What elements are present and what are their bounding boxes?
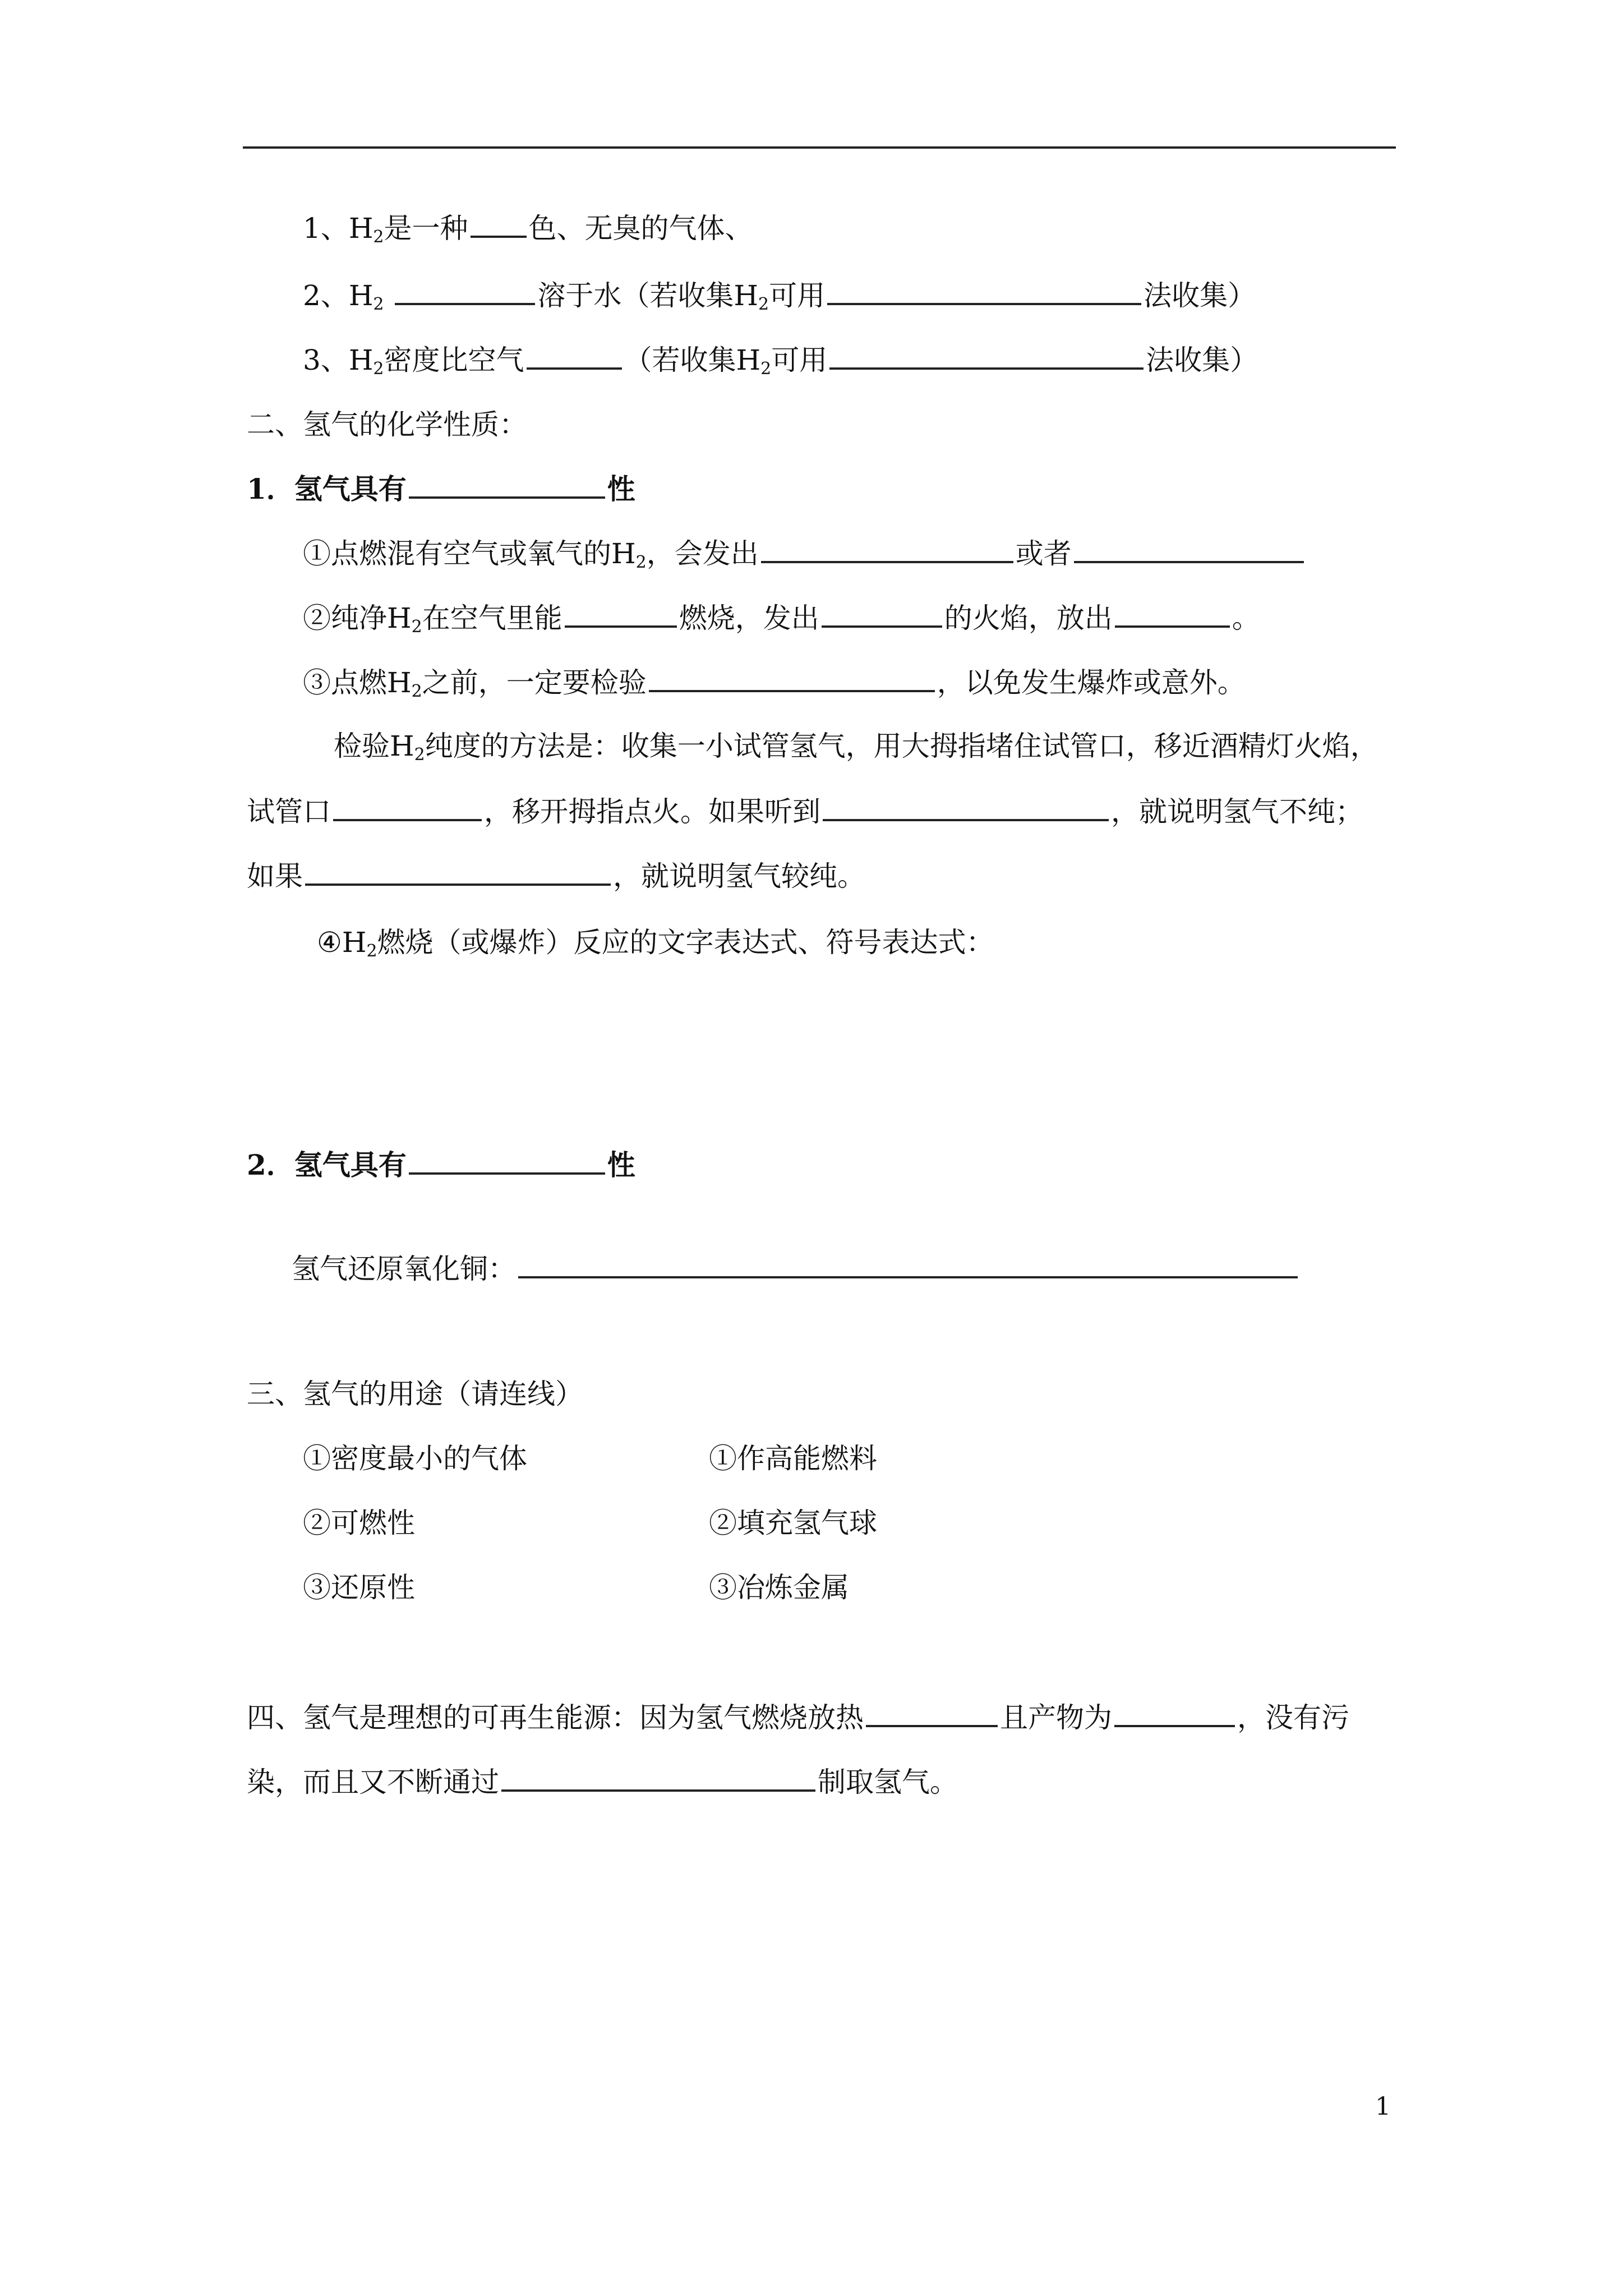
blank[interactable]: [527, 339, 622, 370]
section-2-heading: 二、氢气的化学性质：: [247, 408, 527, 441]
blank[interactable]: [565, 597, 677, 628]
blank[interactable]: [333, 791, 482, 821]
page-number: 1: [1375, 2092, 1391, 2121]
section-4-line-1: 四、氢气是理想的可再生能源：因为氢气燃烧放热 且产物为 ，没有污: [247, 1697, 1349, 1736]
blank[interactable]: [649, 662, 935, 692]
item-1: 1、$H_2$是一种 色、无臭的气体、: [303, 208, 753, 247]
chem-item-4: $④H_2$燃烧（或爆炸）反应的文字表达式、符号表达式：: [317, 926, 994, 961]
item-3: 3、$H_2$密度比空气 （若收集$H_2$可用 法收集）: [303, 339, 1258, 379]
blank[interactable]: [305, 855, 611, 886]
chem-item-2: ②纯净$H_2$在空气里能 燃烧，发出 的火焰，放出 。: [303, 597, 1260, 637]
property-2: 2．氢气具有 性: [247, 1144, 635, 1184]
use-left-3: ③还原性: [303, 1571, 415, 1604]
purity-check-line-3: 如果 ，就说明氢气较纯。: [247, 855, 865, 895]
blank[interactable]: [822, 597, 942, 628]
blank[interactable]: [1115, 597, 1230, 628]
property-1: 1．氢气具有 性: [247, 468, 635, 508]
blank[interactable]: [829, 339, 1144, 370]
use-left-2: ②可燃性: [303, 1507, 415, 1539]
blank[interactable]: [1114, 1697, 1235, 1727]
header-rule: [243, 146, 1396, 149]
purity-check-line-1: 检验$H_2$纯度的方法是：收集一小试管氢气，用大拇指堵住试管口，移近酒精灯火焰，: [334, 730, 1378, 765]
use-right-3: ③冶炼金属: [709, 1571, 849, 1604]
use-left-1: ①密度最小的气体: [303, 1442, 527, 1475]
section-3-heading: 三、氢气的用途（请连线）: [247, 1378, 583, 1410]
blank[interactable]: [409, 1144, 605, 1175]
blank[interactable]: [409, 468, 605, 499]
blank[interactable]: [761, 533, 1013, 563]
blank[interactable]: [518, 1248, 1298, 1278]
chem-item-1: ①点燃混有空气或氧气的$H_2$，会发出 或者: [303, 533, 1306, 572]
section-4-line-2: 染，而且又不断通过 制取氢气。: [247, 1761, 958, 1801]
purity-check-line-2: 试管口 ，移开拇指点火。如果听到 ，就说明氢气不纯；: [247, 791, 1363, 830]
blank[interactable]: [827, 275, 1141, 305]
blank[interactable]: [823, 791, 1109, 821]
blank[interactable]: [1074, 533, 1304, 563]
reduction-line: 氢气还原氧化铜：: [292, 1248, 1300, 1287]
chem-item-3: ③点燃$H_2$之前，一定要检验 ，以免发生爆炸或意外。: [303, 662, 1246, 701]
blank[interactable]: [501, 1761, 815, 1792]
use-right-1: ①作高能燃料: [709, 1442, 877, 1475]
blank[interactable]: [471, 208, 527, 238]
item-2: 2、$H_2$ 溶于水（若收集$H_2$可用 法收集）: [303, 275, 1256, 314]
use-right-2: ②填充氢气球: [709, 1507, 877, 1539]
blank[interactable]: [866, 1697, 998, 1727]
blank[interactable]: [395, 275, 535, 305]
